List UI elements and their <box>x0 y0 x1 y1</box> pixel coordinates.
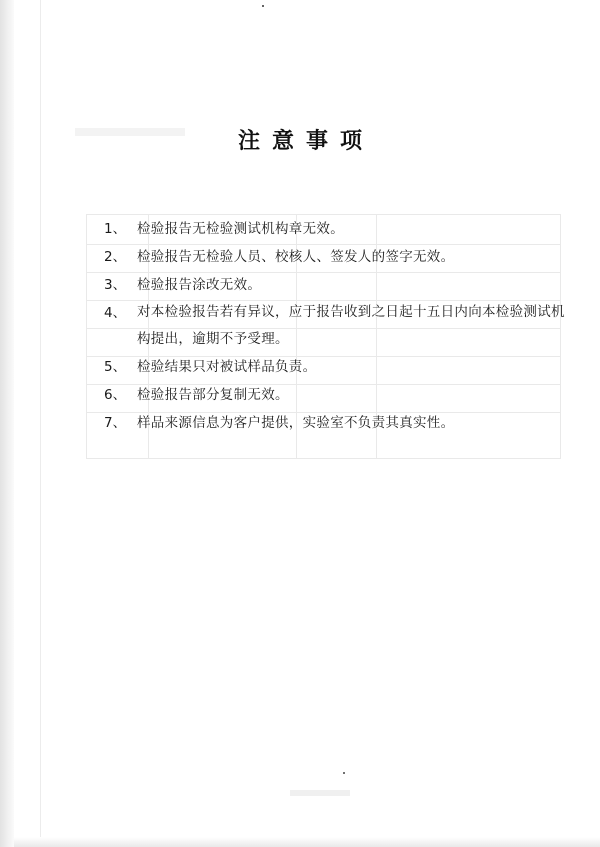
page-title: 注意事项 <box>237 129 374 154</box>
notice-item <box>104 299 574 353</box>
notice-text: 检验报告无检验测试机构章无效。 <box>137 221 344 237</box>
notice-item <box>104 243 574 271</box>
notice-item <box>104 353 574 381</box>
notice-text: 样品来源信息为客户提供，实验室不负责其真实性。 <box>137 415 455 431</box>
scan-speck <box>343 772 345 774</box>
scan-speck <box>262 5 264 7</box>
notice-number: 2、 <box>104 249 127 265</box>
bleed-through-footer <box>290 790 350 796</box>
notice-text: 检验报告无检验人员、校核人、签发人的签字无效。 <box>137 249 455 265</box>
scan-bottom-edge <box>14 837 600 847</box>
notice-item <box>104 409 574 437</box>
notice-number: 7、 <box>104 415 127 431</box>
notice-number: 6、 <box>104 387 127 403</box>
notice-text: 检验报告涂改无效。 <box>137 277 262 293</box>
notice-number: 4、 <box>104 305 127 321</box>
notice-item <box>104 381 574 409</box>
notice-text: 检验报告部分复制无效。 <box>137 387 289 403</box>
notice-item <box>104 215 574 243</box>
notice-item <box>104 271 574 299</box>
notice-number: 1、 <box>104 221 127 237</box>
notice-number: 3、 <box>104 277 127 293</box>
notice-number: 5、 <box>104 359 127 375</box>
notice-list <box>104 215 574 437</box>
notice-text: 检验结果只对被试样品负责。 <box>137 359 317 375</box>
notice-text: 对本检验报告若有异议，应于报告收到之日起十五日内向本检验测试机构提出，逾期不予受理。 <box>137 304 565 347</box>
